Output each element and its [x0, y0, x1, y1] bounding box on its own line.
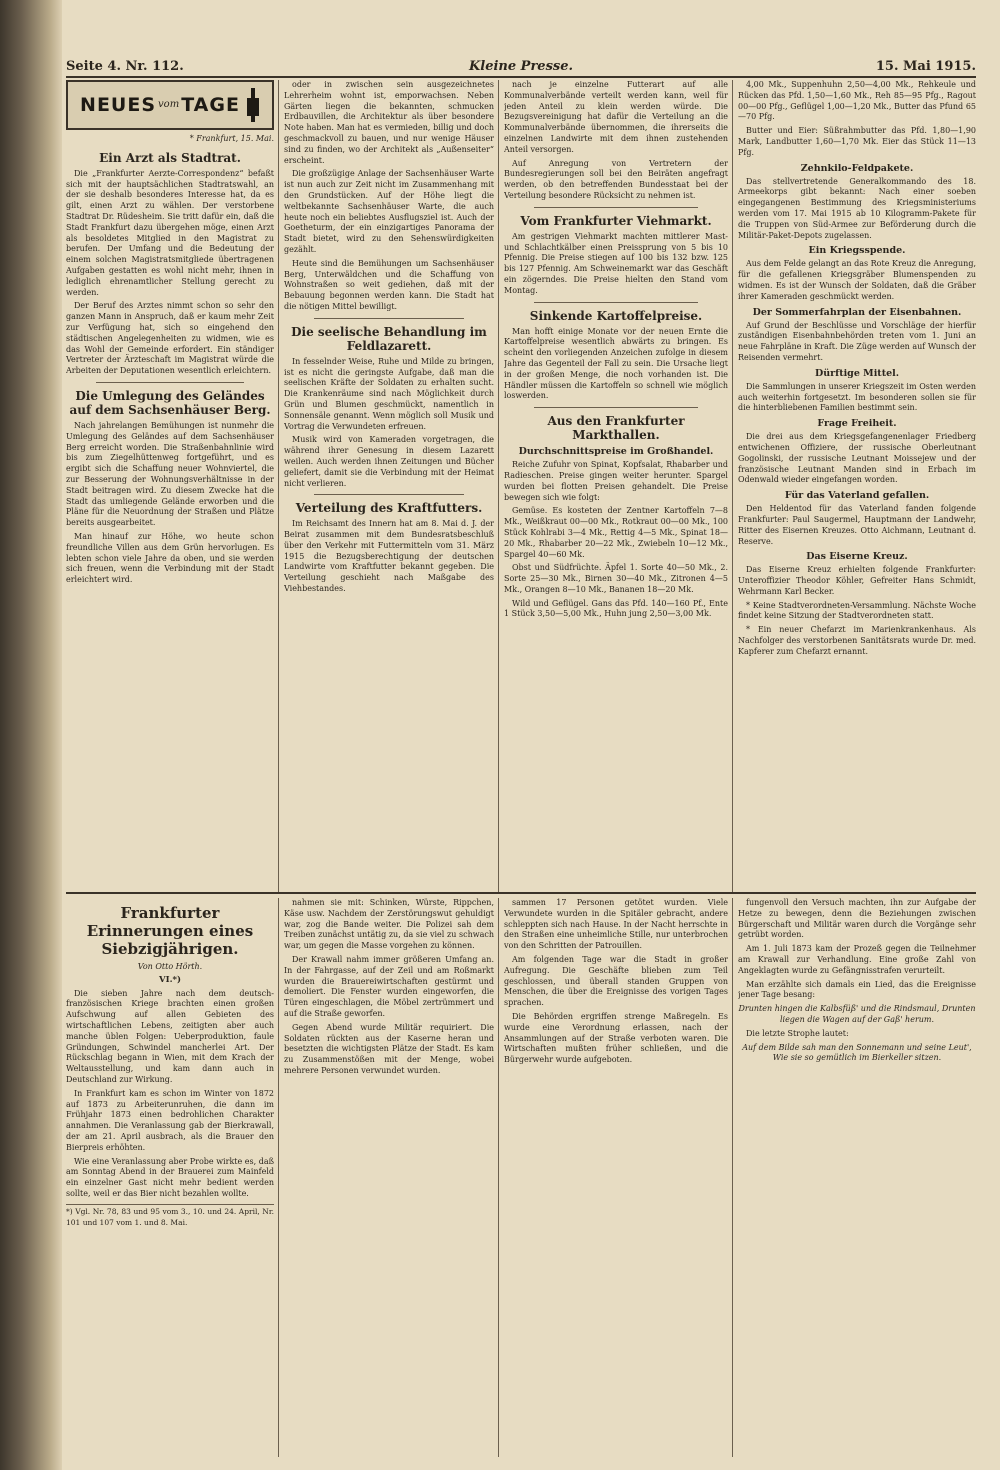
article-paragraph: Am 1. Juli 1873 kam der Prozeß gegen die Teilnehmer am Krawall zur Verhandlung. Eine große Zahl von Angeklagten wurde zu Gefängnisstrafen verurteilt.: [738, 944, 976, 975]
article-paragraph: Butter und Eier: Süßrahmbutter das Pfd. 1,80—1,90 Mark, Landbutter 1,60—1,70 Mk. Eier das Stück 11—13 Pfg.: [738, 126, 976, 157]
feuilleton-column-3: [504, 898, 728, 1457]
article-paragraph: Man hinauf zur Höhe, wo heute schon freundliche Villen aus dem Grün hervorlugen. Es lebten schon viele Jahre da oben, und sie werden sich freuen, wenn die Verbindung mit der Stadt erleichtert wird.: [66, 531, 274, 585]
article-paragraph: Nach jahrelangen Bemühungen ist nunmehr die Umlegung des Geländes auf dem Sachsenhäuser Berg erreicht worden. Die Straßenbahnlinie wird bis zum Ziegelhüttenweg fortgeführt, und es ergibt sich die Schaffung neuer Wohnviertel, die zur Besserung der Wohnungsverhältnisse in der Stadt beitragen wird. Zu diesem Zwecke hat die Stadt das umliegende Gelände erworben und die Pläne für die Neuordnung der Straßen und Plätze bereits ausgearbeitet.: [66, 420, 274, 528]
article-paragraph: nach je einzelne Futterart auf alle Kommunalverbände verteilt werden kann, weil für jeden Anteil zu klein werden würde. Die Bezugsvereinigung hat dafür die Verteilung an die Kommunalverbände übernommen, die ihrerseits die einzelnen Landwirte mit dem ihnen zustehenden Anteil versorgen.: [504, 80, 728, 154]
issue-date: 15. Mai 1915.: [875, 59, 976, 74]
article-paragraph: Man erzählte sich damals ein Lied, das die Ereignisse jener Tage besang:: [738, 979, 976, 1000]
neues-vom-tage-logo: [66, 80, 274, 130]
article-headline: Dürftige Mittel.: [814, 367, 900, 379]
article-paragraph: Am gestrigen Viehmarkt machten mittlerer Mast- und Schlachtkälber einen Preissprung von 5 bis 10 Pfennig. Die Preise stiegen auf 100 bis 132 bzw. 125 bis 127 Pfennig. Am Schweinemarkt war das Geschäft ein zögerndes. Die Preise hielten den Stand vom Montag.: [504, 231, 728, 295]
article-paragraph: Gegen Abend wurde Militär requiriert. Die Soldaten rückten aus der Kaserne heran und besetzten die wichtigsten Plätze der Stadt. Es kam zu Zusammenstößen mit der Menge, wobei mehrere Personen verwundet wurden.: [284, 1022, 494, 1075]
article-paragraph: Heute sind die Bemühungen um Sachsenhäuser Berg, Unterwäldchen und die Schaffung von Wohnstraßen so weit gediehen, daß mit der Bebauung begonnen werden kann. Die Stadt hat die nötigen Mittel bewilligt.: [284, 258, 494, 311]
article-paragraph: Die „Frankfurter Aerzte-Correspondenz“ befaßt sich mit der hauptsächlichen Stadtratswahl, an der sie deshalb besonderes Interesse hat, da es gilt, einen Arzt zu wählen. Der verstorbene Stadtrat Dr. Rüdesheim. Sie tritt dafür ein, daß die Stadt Frankfurt dazu übergehen möge, einen Arzt als besoldetes Mitglied in den Magistrat zu berufen. Der Umfang und die Bedeutung der einem solchen Magistratsmitgliede übertragenen Aufgaben gestatten es wohl nicht mehr, ihnen in lediglich ehrenamtlicher Stellung gerecht zu werden.: [66, 168, 274, 297]
feuilleton-title: Frankfurter Erinnerungen eines Siebzigjährigen.: [86, 904, 254, 958]
article-paragraph: Die letzte Strophe lautet:: [746, 1028, 849, 1038]
article-headline: Die seelische Behandlung im Feldlazarett.: [291, 324, 487, 353]
divider: [314, 494, 464, 495]
masthead: [66, 52, 976, 78]
article-headline: Das Eiserne Kreuz.: [806, 551, 908, 563]
logo-word-neues: NEUES: [80, 93, 157, 116]
column-rule: [278, 80, 279, 892]
divider: [534, 302, 698, 303]
article-paragraph: oder in zwischen sein ausgezeichnetes Lehrerheim wohnt ist, emporwachsen. Neben Gärten liegen die bekannten, schmucken Erdbauvillen, die Architektur als über besondere Note haben. Man hat es vermieden, billig und doch geschmackvoll zu bauen, und nur wenige Häuser sind zu finden, wo der Architekt als „Außenseiter“ erscheint.: [284, 80, 494, 165]
column-rule: [278, 898, 279, 1457]
section-rule: [66, 892, 976, 894]
article-paragraph: Wild und Geflügel. Gans das Pfd. 140—160 Pf., Ente 1 Stück 3,50—5,00 Mk., Huhn jung 2,50—3,00 Mk.: [504, 598, 728, 619]
article-paragraph: * Ein neuer Chefarzt im Marienkrankenhaus. Als Nachfolger des verstorbenen Sanitätsrats wurde Dr. med. Kapferer zum Chefarzt ernannt.: [738, 625, 976, 656]
article-paragraph: Auf Anregung von Vertretern der Bundesregierungen soll bei den Beiräten angefragt werden, ob den betreffenden Bundesstaat bei der Verteilung besondere Rücksicht zu nehmen ist.: [504, 158, 728, 200]
article-paragraph: fungenvoll den Versuch machten, ihn zur Aufgabe der Hetze zu bewegen, denn die Beziehungen zwischen Bürgerschaft und Militär waren durch die Vorgänge sehr getrübt worden.: [738, 898, 976, 940]
verse: Auf dem Bilde sah man den Sonnemann und seine Leut', Wie sie so gemütlich im Bierkeller sitzen.: [742, 1042, 972, 1063]
column-rule: [498, 80, 499, 892]
tower-icon: [246, 88, 260, 122]
column-4: [738, 80, 976, 890]
feuilleton-column-2: [284, 898, 494, 1457]
article-paragraph: Den Heldentod für das Vaterland fanden folgende Frankfurter: Paul Saugermel, Hauptmann der Landwehr, Ritter des Eisernen Kreuzes. Otto Aichmann, Leutnant d. Reserve.: [738, 504, 976, 546]
article-paragraph: sammen 17 Personen getötet wurden. Viele Verwundete wurden in die Spitäler gebracht, andere schleppten sich nach Hause. In der Nacht herrschte in den Straßen eine unheimliche Stille, nur unterbrochen von den Schritten der Patrouillen.: [504, 898, 728, 951]
article-paragraph: Gemüse. Es kosteten der Zentner Kartoffeln 7—8 Mk., Weißkraut 00—00 Mk., Rotkraut 00—00 Mk., 100 Stück Kohlrabi 3—4 Mk., Rettig 4—5 Mk., Spinat 18—20 Mk., Rhabarber 20—22 Mk., Zwiebeln 10—12 Mk., Spargel 40—60 Mk.: [504, 506, 728, 559]
article-paragraph: Die Behörden ergriffen strenge Maßregeln. Es wurde eine Verordnung erlassen, nach der Ansammlungen auf der Straße verboten waren. Die Wirtschaften mußten früher schließen, und die Bürgerwehr wurde aufgeboten.: [504, 1011, 728, 1065]
book-binding: [0, 0, 62, 1470]
divider: [534, 407, 698, 408]
column-rule: [732, 80, 733, 892]
feuilleton-column-4: [738, 898, 976, 1457]
feuilleton-column-1: [66, 898, 274, 1457]
article-paragraph: Das Eiserne Kreuz erhielten folgende Frankfurter: Unteroffizier Theodor Köhler, Gefreiter Hans Schmidt, Wehrmann Karl Becker.: [738, 565, 976, 596]
column-1: [66, 80, 274, 890]
article-paragraph: Reiche Zufuhr von Spinat, Kopfsalat, Rhabarber und Radieschen. Preise gingen weiter herunter. Spargel wurden bei flotten Preisen gehandelt. Die Preise bewegen sich wie folgt:: [504, 460, 728, 502]
article-paragraph: Obst und Südfrüchte. Äpfel 1. Sorte 40—50 Mk., 2. Sorte 25—30 Mk., Birnen 30—40 Mk., Zitronen 4—5 Mk., Orangen 8—10 Mk., Bananen 18—20 Mk.: [504, 563, 728, 594]
divider: [96, 382, 244, 383]
column-3: [504, 80, 728, 890]
article-paragraph: Das stellvertretende Generalkommando des 18. Armeekorps gibt bekannt: Nach einer soeben eingegangenen Bestimmung des Kriegsministeriums werden vom 17. Mai 1915 ab 10 Kilogramm-Pakete für die Truppen von Süd-Armee zur Beförderung durch die Militär-Paket-Depots zugelassen.: [738, 176, 976, 240]
article-paragraph: 4,00 Mk., Suppenhuhn 2,50—4,00 Mk., Rehkeule und Rücken das Pfd. 1,50—1,60 Mk., Reh 85—95 Pfg., Ragout 00—00 Pfg., Geflügel 1,00—1,20 Mk., Butter das Pfund 65—70 Pfg.: [738, 80, 976, 122]
article-paragraph: In fesselnder Weise, Ruhe und Milde zu bringen, ist es nicht die geringste Aufgabe, daß man die seelischen Kräfte der Soldaten zu erhalten sucht. Die Krankenräume sind nach Möglichkeit durch Grün und Blumen geschmückt, namentlich in Sonnensäle genannt. Wenn möglich soll Musik und Vortrag die Verwundeten erfreuen.: [284, 356, 494, 431]
article-paragraph: Der Krawall nahm immer größeren Umfang an. In der Fahrgasse, auf der Zeil und am Roßmarkt wurden die Brauereiwirtschaften gestürmt und demoliert. Die Fenster wurden eingeworfen, die Türen eingeschlagen, die Möbel zertrümmert und auf die Straße geworfen.: [284, 954, 494, 1018]
article-paragraph: Aus dem Felde gelangt an das Rote Kreuz die Anregung, für die gefallenen Kriegsgräber Blumenspenden zu widmen. Es ist der Wunsch der Soldaten, daß die Gräber ihrer Kameraden geschmückt werden.: [738, 259, 976, 301]
article-paragraph: Wie eine Veranlassung aber Probe wirkte es, daß am Sonntag Abend in der Brauerei zum Mainfeld ein einzelner Gast nicht mehr bedient werden sollte, weil er das Bier nicht bezahlen wollte.: [66, 1156, 274, 1198]
dateline: * Frankfurt, 15. Mai.: [189, 134, 274, 143]
article-paragraph: Im Reichsamt des Innern hat am 8. Mai d. J. der Beirat zusammen mit dem Bundesratsbeschluß über den Verkehr mit Futtermitteln vom 31. März 1915 die Bezugsberechtigung der deutschen Landwirte vom Kraftfutter bekannt gegeben. Die Verteilung geschieht nach Maßgabe des Viehbestandes.: [284, 519, 494, 594]
article-headline: Zehnkilo-Feldpakete.: [800, 162, 914, 174]
article-paragraph: * Keine Stadtverordneten-Versammlung. Nächste Woche findet keine Sitzung der Stadtverordneten statt.: [738, 600, 976, 621]
verse: Drunten hingen die Kalbsfüß' und die Rindsmaul, Drunten liegen die Wagen auf der Gaß' herum.: [738, 1004, 976, 1024]
article-headline: Für das Vaterland gefallen.: [784, 490, 930, 502]
article-paragraph: Die sieben Jahre nach dem deutsch-französischen Kriege brachten einen großen Aufschwung auf allen Gebieten des wirtschaftlichen Lebens, zeitigten aber auch manche üblen Folgen: Ueberproduktion, faule Gründungen, Schwindel mancherlei Art. Der Rückschlag begann in Wien, mit dem Krach der Weltausstellung, und kam dann auch in Deutschland zur Wirkung.: [66, 988, 274, 1084]
article-headline: Sinkende Kartoffelpreise.: [529, 308, 703, 323]
footnote: *) Vgl. Nr. 78, 83 und 95 vom 3., 10. und 24. April, Nr. 101 und 107 vom 1. und 8. Mai.: [66, 1204, 274, 1229]
feuilleton-byline: Von Otto Hörth.: [137, 962, 203, 971]
article-paragraph: Die Sammlungen in unserer Kriegszeit im Osten werden auch weiterhin fortgesetzt. Im besonderen sollen sie für die hinterbliebenen Familien bestimmt sein.: [738, 381, 976, 413]
paper-title: Kleine Presse.: [468, 59, 574, 74]
article-paragraph: nahmen sie mit: Schinken, Würste, Rippchen, Käse usw. Nachdem der Zerstörungswut gehuldigt war, zog die Bande weiter. Die Polizei sah dem Treiben zunächst untätig zu, da sie viel zu schwach war, um gegen die Masse vorgehen zu können.: [284, 898, 494, 951]
article-paragraph: Der Beruf des Arztes nimmt schon so sehr den ganzen Mann in Anspruch, daß er kaum mehr Zeit zur Verfügung hat, sich so eingehend den städtischen Angelegenheiten zu widmen, wie es das Wohl der Gemeinde erfordert. Ein ständiger Vertreter der Ärzteschaft im Magistrat würde die Arbeiten der Deputationen wesentlich erleichtern.: [66, 301, 274, 376]
article-headline: Frage Freiheit.: [817, 418, 897, 430]
article-headline: Ein Arzt als Stadtrat.: [99, 150, 241, 165]
article-headline: Aus den Frankfurter Markthallen.: [547, 414, 685, 443]
article-paragraph: Die großzügige Anlage der Sachsenhäuser Warte ist nun auch zur Zeit nicht im Zusammenhang mit den Grundstücken. Auf der Höhe liegt die weltbekannte Sachsenhäuser Warte, die auch heute noch ein beliebtes Ausflugsziel ist. Auch der Goetheturm, der ein einzigartiges Panorama der Stadt bietet, wird zu den Sehenswürdigkeiten gezählt.: [284, 169, 494, 254]
article-headline: Ein Kriegsspende.: [808, 245, 906, 257]
feuilleton-part: VI.*): [159, 974, 181, 985]
logo-word-tage: TAGE: [181, 93, 240, 116]
article-paragraph: Musik wird von Kameraden vorgetragen, die während ihrer Genesung in diesem Lazarett weilen. Auch werden ihnen Zeitungen und Bücher geliefert, damit sie die Verbindung mit der Heimat nicht verlieren.: [284, 435, 494, 488]
divider: [534, 207, 698, 208]
article-paragraph: Am folgenden Tage war die Stadt in großer Aufregung. Die Geschäfte blieben zum Teil geschlossen, und überall standen Gruppen von Menschen, die über die Ereignisse des vorigen Tages sprachen.: [504, 954, 728, 1008]
article-headline: Die Umlegung des Geländes auf dem Sachsenhäuser Berg.: [69, 388, 271, 417]
article-subheadline: Durchschnittspreise im Großhandel.: [518, 446, 714, 458]
article-paragraph: Auf Grund der Beschlüsse und Vorschläge der hierfür zuständigen Eisenbahnbehörden treten vom 1. Juni an neue Fahrpläne in Kraft. Die Züge werden auf Wunsch der Reisenden vermehrt.: [738, 320, 976, 362]
page-content: [66, 52, 976, 1457]
article-headline: Verteilung des Kraftfutters.: [295, 501, 483, 516]
column-rule: [498, 898, 499, 1457]
column-2: [284, 80, 494, 890]
column-rule: [732, 898, 733, 1457]
article-paragraph: Man hofft einige Monate vor der neuen Ernte die Kartoffelpreise wesentlich abwärts zu bringen. Es scheint den vorliegenden Anzeichen zufolge in diesem Jahre das Gegenteil der Fall zu sein. Die Ursache liegt in der großen Menge, die noch vorhanden ist. Die Händler müssen die Kartoffeln so schnell wie möglich loswerden.: [504, 326, 728, 401]
divider: [314, 318, 464, 319]
article-paragraph: In Frankfurt kam es schon im Winter von 1872 auf 1873 zu Arbeiterunruhen, die dann im Frühjahr 1873 einen bedrohlichen Charakter annahmen. Die Veranlassung gab der Bierkrawall, der am 21. April ausbrach, als die Brauer den Bierpreis erhöhten.: [66, 1088, 274, 1152]
article-headline: Vom Frankfurter Viehmarkt.: [520, 213, 712, 228]
article-headline: Der Sommerfahrplan der Eisenbahnen.: [752, 306, 962, 318]
logo-word-vom: vom: [158, 98, 180, 110]
article-paragraph: Die drei aus dem Kriegsgefangenenlager Friedberg entwichenen Offiziere, der russische Oberleutnant Gogolinski, der russische Leutnant Moissejew und der französische Leutnant Manden sind in Erbach im Odenwald wieder eingefangen worden.: [738, 432, 976, 485]
page-issue: Seite 4. Nr. 112.: [66, 59, 184, 74]
